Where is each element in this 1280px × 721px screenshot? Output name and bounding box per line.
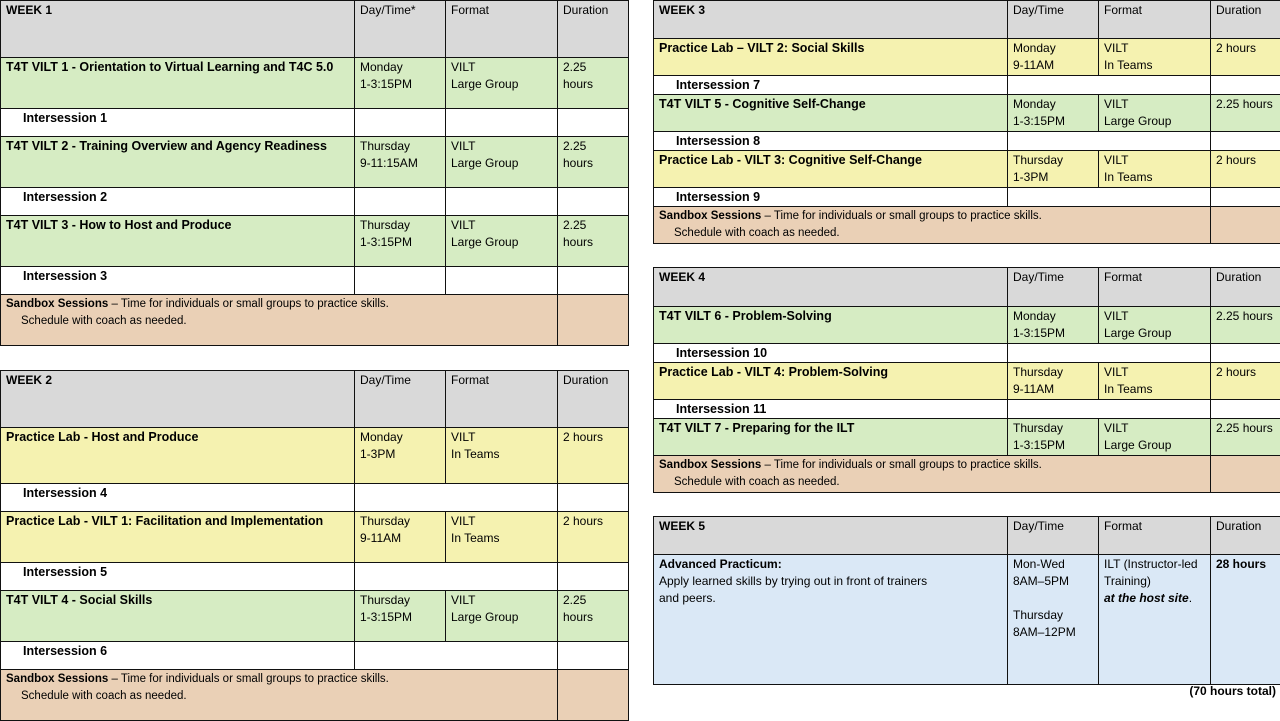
- session-format: VILT Large Group: [1099, 419, 1211, 456]
- session-format: VILT In Teams: [1099, 151, 1211, 188]
- col-format-header: Format: [1099, 1, 1211, 39]
- intersession-label: Intersession 4: [1, 484, 355, 512]
- session-duration: 2.25 hours: [558, 58, 629, 109]
- intersession-label: Intersession 3: [1, 267, 355, 295]
- week2-header-row: [1, 371, 629, 428]
- session-daytime: Thursday 9-11AM: [1008, 363, 1099, 400]
- session-format: VILT Large Group: [1099, 307, 1211, 344]
- session-title: T4T VILT 1 - Orientation to Virtual Learning and T4C 5.0: [1, 58, 355, 109]
- session-row: [654, 151, 1280, 188]
- intersession-row: [654, 76, 1280, 95]
- session-format: VILT Large Group: [446, 591, 558, 642]
- intersession-row: [1, 484, 629, 512]
- col-daytime-header: Day/Time: [1008, 268, 1099, 307]
- session-title: T4T VILT 3 - How to Host and Produce: [1, 216, 355, 267]
- intersession-row: [654, 132, 1280, 151]
- session-daytime: Thursday 9-11AM: [355, 512, 446, 563]
- intersession-row: [1, 267, 629, 295]
- session-title: T4T VILT 6 - Problem-Solving: [654, 307, 1008, 344]
- practicum-description: Advanced Practicum: Apply learned skills by trying out in front of trainers and peers.: [654, 555, 1008, 685]
- intersession-row: [1, 109, 629, 137]
- week5-table: [653, 516, 1280, 685]
- session-duration: 2.25 hours: [1211, 419, 1280, 456]
- intersession-label: Intersession 11: [654, 400, 1008, 419]
- practicum-daytime: Mon-Wed 8AM–5PM Thursday 8AM–12PM: [1008, 555, 1099, 685]
- intersession-row: [654, 344, 1280, 363]
- session-daytime: Thursday 9-11:15AM: [355, 137, 446, 188]
- col-duration-header: Duration: [1211, 1, 1280, 39]
- sandbox-text: Sandbox Sessions – Time for individuals or small groups to practice skills. Schedule with coach as needed.: [654, 456, 1211, 493]
- session-daytime: Monday 1-3:15PM: [1008, 95, 1099, 132]
- col-duration-header: Duration: [1211, 517, 1280, 555]
- session-format: VILT Large Group: [1099, 95, 1211, 132]
- sandbox-row: [1, 295, 629, 346]
- intersession-label: Intersession 9: [654, 188, 1008, 207]
- session-row: [654, 39, 1280, 76]
- sandbox-row: [654, 207, 1280, 244]
- col-format-header: Format: [1099, 517, 1211, 555]
- session-row: [1, 216, 629, 267]
- col-duration-header: Duration: [558, 371, 629, 428]
- sandbox-text: Sandbox Sessions – Time for individuals or small groups to practice skills. Schedule with coach as needed.: [654, 207, 1211, 244]
- session-title: T4T VILT 4 - Social Skills: [1, 591, 355, 642]
- week5-title: WEEK 5: [654, 517, 1008, 555]
- col-daytime-header: Day/Time*: [355, 1, 446, 58]
- session-daytime: Thursday 1-3PM: [1008, 151, 1099, 188]
- session-title: T4T VILT 2 - Training Overview and Agency Readiness: [1, 137, 355, 188]
- session-row: [1, 512, 629, 563]
- session-title: T4T VILT 5 - Cognitive Self-Change: [654, 95, 1008, 132]
- session-daytime: Monday 9-11AM: [1008, 39, 1099, 76]
- session-row: [1, 591, 629, 642]
- col-daytime-header: Day/Time: [1008, 517, 1099, 555]
- intersession-label: Intersession 2: [1, 188, 355, 216]
- session-daytime: Monday 1-3PM: [355, 428, 446, 484]
- session-duration: 2 hours: [558, 428, 629, 484]
- session-format: VILT Large Group: [446, 137, 558, 188]
- session-title: Practice Lab – VILT 2: Social Skills: [654, 39, 1008, 76]
- col-format-header: Format: [446, 1, 558, 58]
- practicum-row: [654, 555, 1280, 685]
- week4-header-row: [654, 268, 1280, 307]
- total-hours: (70 hours total): [1189, 684, 1276, 698]
- sandbox-text: Sandbox Sessions – Time for individuals or small groups to practice skills. Schedule with coach as needed.: [1, 670, 558, 721]
- week1-title: WEEK 1: [1, 1, 355, 58]
- session-daytime: Thursday 1-3:15PM: [355, 591, 446, 642]
- session-title: Practice Lab - VILT 3: Cognitive Self-Change: [654, 151, 1008, 188]
- session-format: VILT Large Group: [446, 216, 558, 267]
- session-row: [654, 95, 1280, 132]
- col-duration-header: Duration: [558, 1, 629, 58]
- session-duration: 2.25 hours: [558, 591, 629, 642]
- session-daytime: Thursday 1-3:15PM: [355, 216, 446, 267]
- week4-table: [653, 267, 1280, 493]
- week4-title: WEEK 4: [654, 268, 1008, 307]
- intersession-label: Intersession 1: [1, 109, 355, 137]
- practicum-format: ILT (Instructor-led Training) at the host site.: [1099, 555, 1211, 685]
- intersession-label: Intersession 10: [654, 344, 1008, 363]
- session-title: Practice Lab - VILT 4: Problem-Solving: [654, 363, 1008, 400]
- session-row: [1, 428, 629, 484]
- week1-table: [0, 0, 629, 346]
- week2-title: WEEK 2: [1, 371, 355, 428]
- intersession-label: Intersession 7: [654, 76, 1008, 95]
- session-title: Practice Lab - Host and Produce: [1, 428, 355, 484]
- sandbox-text: Sandbox Sessions – Time for individuals or small groups to practice skills. Schedule with coach as needed.: [1, 295, 558, 346]
- week3-header-row: [654, 1, 1280, 39]
- col-daytime-header: Day/Time: [355, 371, 446, 428]
- intersession-row: [654, 188, 1280, 207]
- session-duration: 2.25 hours: [558, 216, 629, 267]
- intersession-row: [1, 642, 629, 670]
- session-daytime: Thursday 1-3:15PM: [1008, 419, 1099, 456]
- col-daytime-header: Day/Time: [1008, 1, 1099, 39]
- session-duration: 2 hours: [558, 512, 629, 563]
- session-row: [1, 58, 629, 109]
- week5-header-row: [654, 517, 1280, 555]
- session-duration: 2.25 hours: [1211, 95, 1280, 132]
- session-format: VILT In Teams: [1099, 39, 1211, 76]
- col-duration-header: Duration: [1211, 268, 1280, 307]
- sandbox-row: [1, 670, 629, 721]
- session-row: [654, 363, 1280, 400]
- practicum-duration: 28 hours: [1211, 555, 1280, 685]
- intersession-row: [654, 400, 1280, 419]
- session-format: VILT Large Group: [446, 58, 558, 109]
- session-daytime: Monday 1-3:15PM: [355, 58, 446, 109]
- col-format-header: Format: [1099, 268, 1211, 307]
- col-format-header: Format: [446, 371, 558, 428]
- session-duration: 2 hours: [1211, 39, 1280, 76]
- session-duration: 2 hours: [1211, 151, 1280, 188]
- week1-header-row: [1, 1, 629, 58]
- session-row: [654, 419, 1280, 456]
- session-daytime: Monday 1-3:15PM: [1008, 307, 1099, 344]
- session-format: VILT In Teams: [446, 428, 558, 484]
- session-duration: 2.25 hours: [558, 137, 629, 188]
- intersession-label: Intersession 5: [1, 563, 355, 591]
- session-title: T4T VILT 7 - Preparing for the ILT: [654, 419, 1008, 456]
- week2-table: [0, 370, 629, 721]
- session-format: VILT In Teams: [446, 512, 558, 563]
- session-duration: 2.25 hours: [1211, 307, 1280, 344]
- intersession-label: Intersession 8: [654, 132, 1008, 151]
- week3-title: WEEK 3: [654, 1, 1008, 39]
- session-format: VILT In Teams: [1099, 363, 1211, 400]
- session-duration: 2 hours: [1211, 363, 1280, 400]
- intersession-row: [1, 188, 629, 216]
- intersession-label: Intersession 6: [1, 642, 355, 670]
- intersession-row: [1, 563, 629, 591]
- session-row: [654, 307, 1280, 344]
- sandbox-row: [654, 456, 1280, 493]
- session-row: [1, 137, 629, 188]
- week3-table: [653, 0, 1280, 244]
- session-title: Practice Lab - VILT 1: Facilitation and Implementation: [1, 512, 355, 563]
